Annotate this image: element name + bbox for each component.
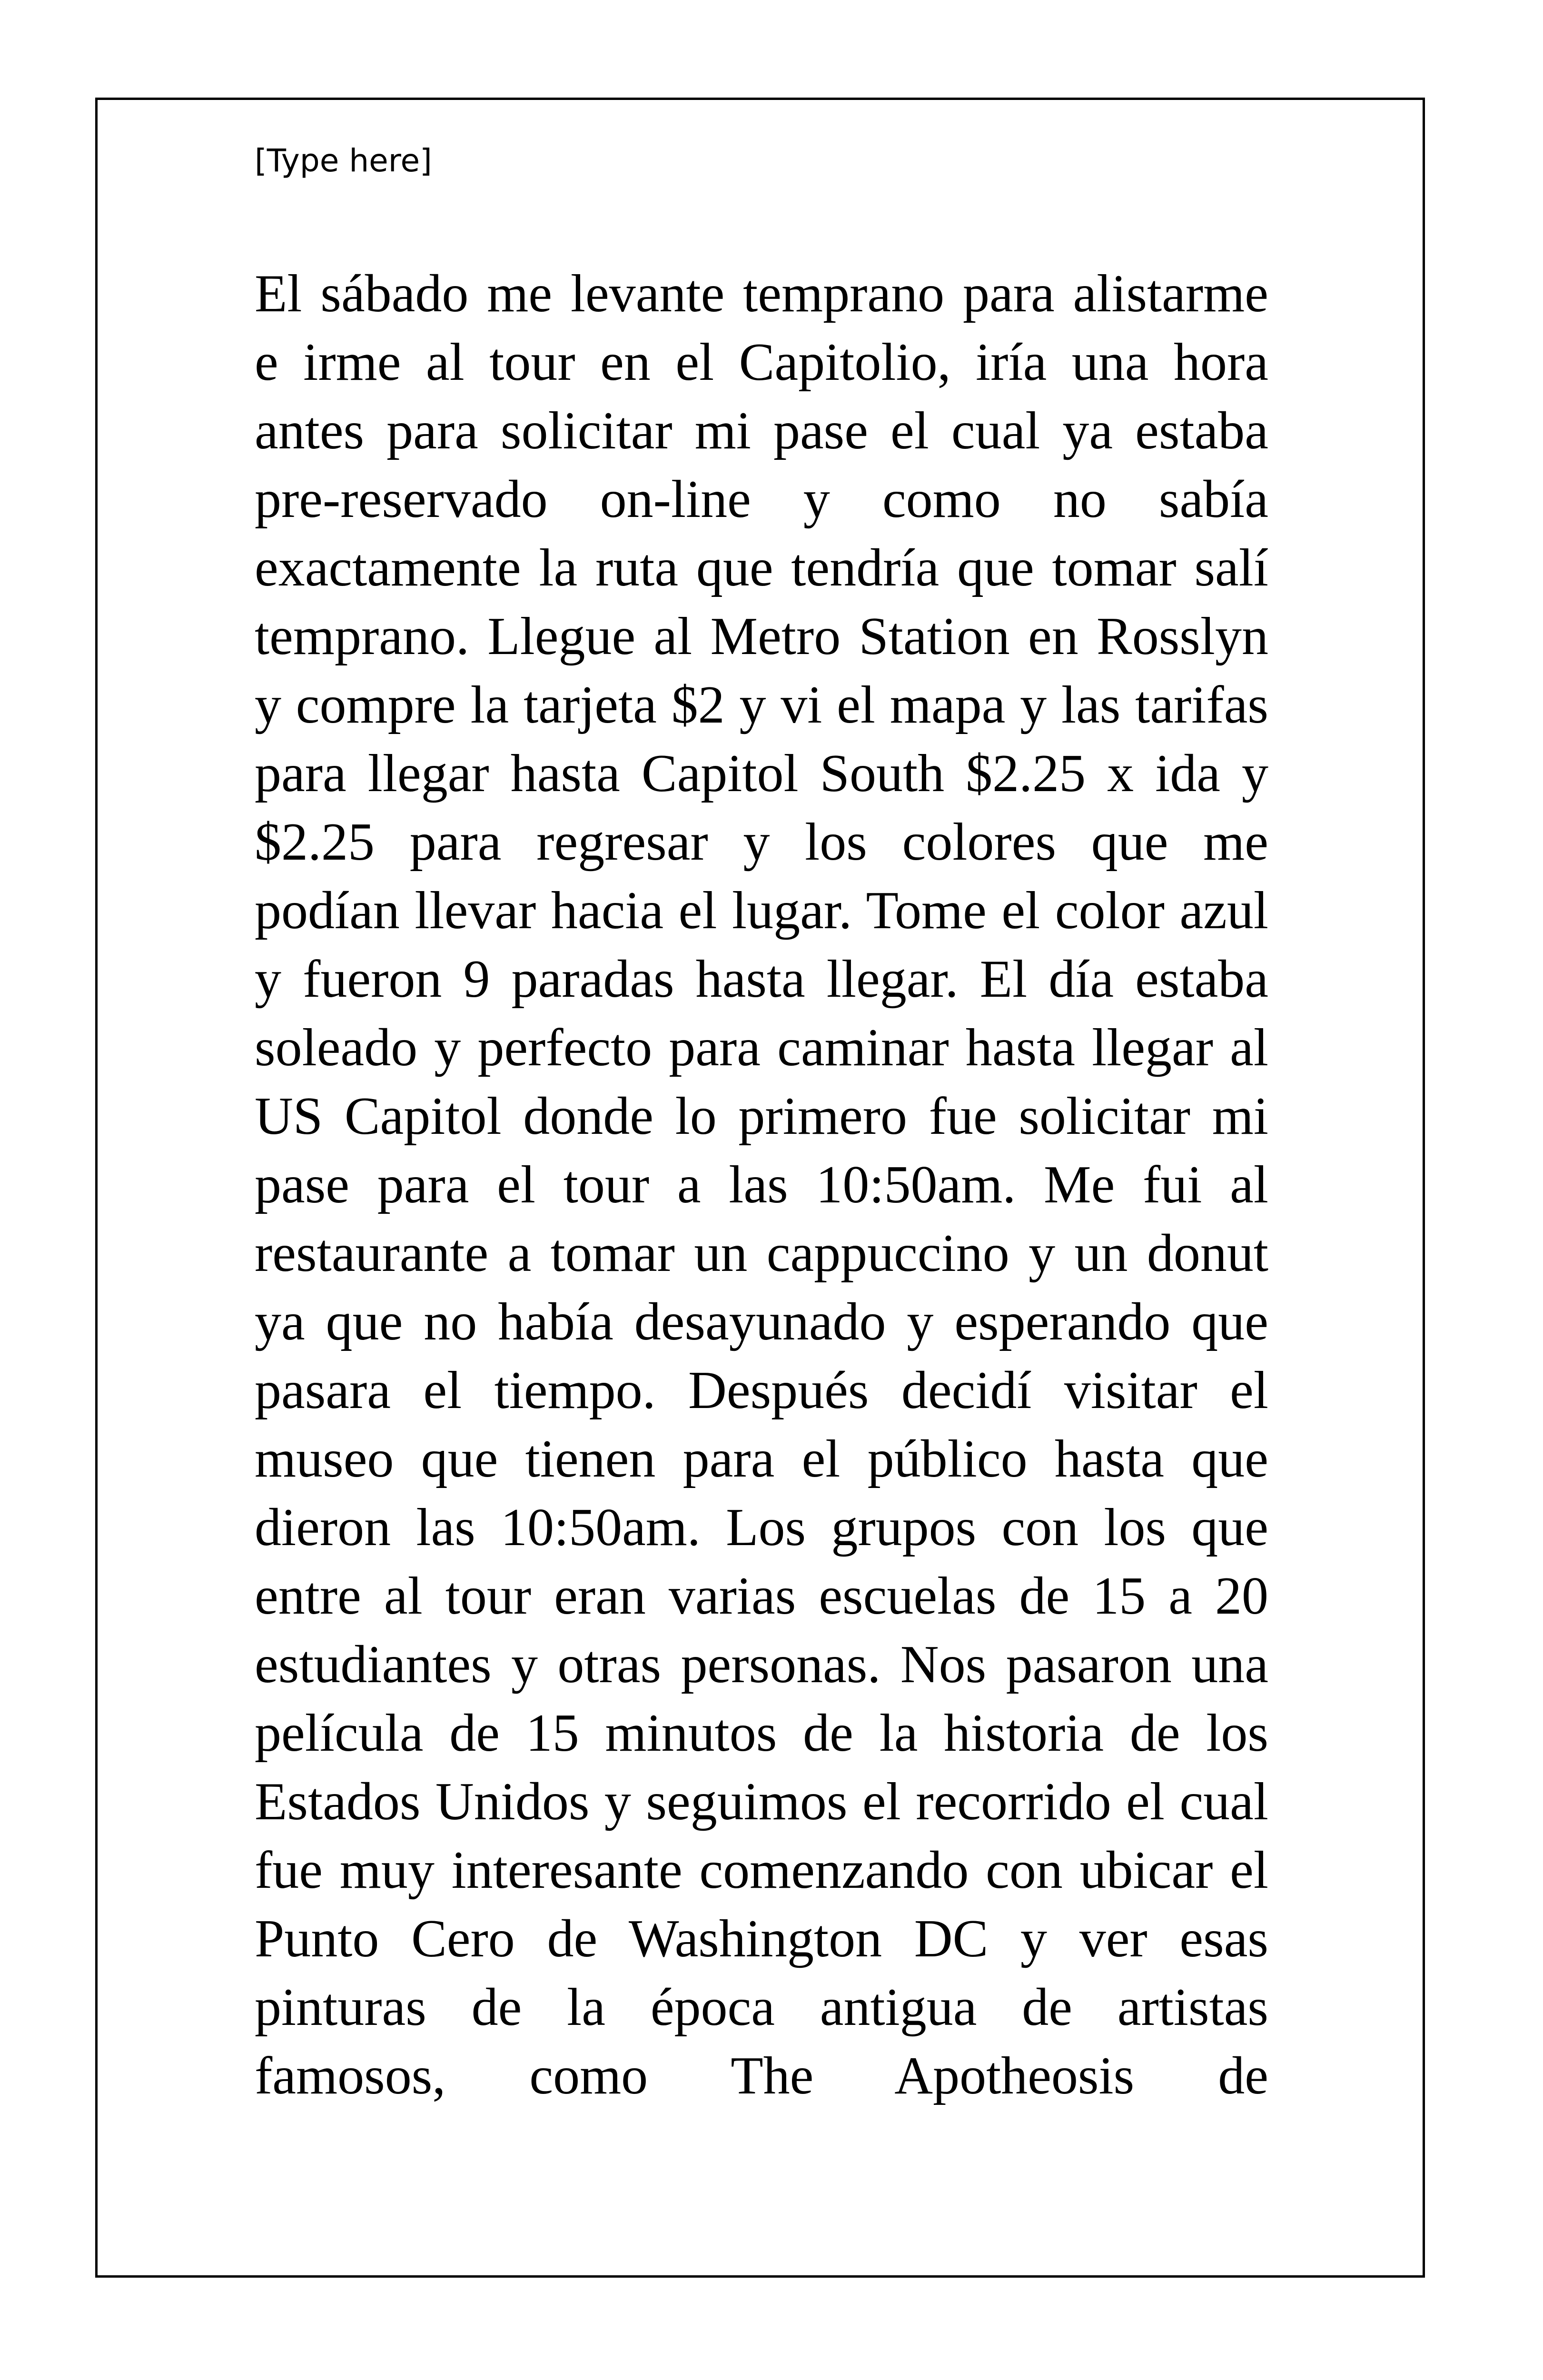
body-paragraph: El sábado me levante temprano para alistarme e irme al tour en el Capitolio, iría una hora antes para solicitar mi pase el cual ya estaba pre-reservado on-line y como no sabía exactamente la ruta que tendría que tomar salí temprano. Llegue al Metro Station en Rosslyn y compre la tarjeta $2 y vi el mapa y las tarifas para llegar hasta Capitol South $2.25 x ida y $2.25 para regresar y los colores que me podían llevar hacia el lugar. Tome el color azul y fueron 9 paradas hasta llegar. El día estaba soleado y perfecto para caminar hasta llegar al US Capitol donde lo primero fue solicitar mi pase para el tour a las 10:50am. Me fui al restaurante a tomar un cappuccino y un donut ya que no había desayunado y esperando que pasara el tiempo. Después decidí visitar el museo que tienen para el público hasta que dieron las 10:50am. Los grupos con los que entre al tour eran varias escuelas de 15 a 20 estudiantes y otras personas. Nos pasaron una película de 15 minutos de la historia de los Estados Unidos y seguimos el recorrido el cual fue muy interesante comenzando con ubicar el Punto Cero de Washington DC y ver esas pinturas de la época antigua de artistas famosos, como The Apotheosis de — [255, 264, 1268, 2105]
header-placeholder[interactable]: [Type here] — [255, 142, 432, 179]
